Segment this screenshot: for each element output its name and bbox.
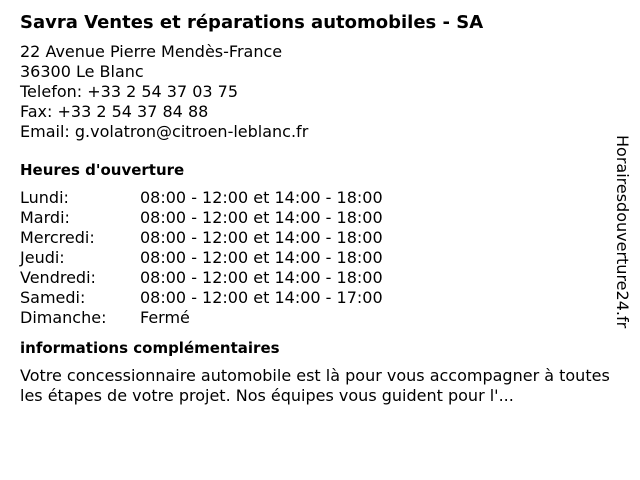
hours-row — [20, 208, 615, 228]
hours-row — [20, 248, 615, 268]
hours-table — [20, 188, 615, 328]
hours-row — [20, 188, 615, 208]
fax: Fax: +33 2 54 37 84 88 — [20, 102, 209, 121]
hours-heading: Heures d'ouverture — [20, 161, 185, 179]
day-label: Jeudi: — [20, 248, 65, 267]
email: Email: g.volatron@citroen-leblanc.fr — [20, 122, 309, 141]
hours-row — [20, 228, 615, 248]
business-card — [20, 12, 615, 406]
day-label: Mercredi: — [20, 228, 95, 247]
address-block — [20, 42, 615, 142]
street-address: 22 Avenue Pierre Mendès-France — [20, 42, 283, 61]
postal-city: 36300 Le Blanc — [20, 62, 144, 81]
day-hours: 08:00 - 12:00 et 14:00 - 18:00 — [140, 228, 383, 247]
day-label: Lundi: — [20, 188, 69, 207]
day-label: Dimanche: — [20, 308, 107, 327]
site-watermark: Horairesdouverture24.fr — [613, 135, 632, 329]
hours-row — [20, 268, 615, 288]
day-label: Mardi: — [20, 208, 70, 227]
day-label: Vendredi: — [20, 268, 96, 287]
day-hours: 08:00 - 12:00 et 14:00 - 18:00 — [140, 208, 383, 227]
info-text: Votre concessionnaire automobile est là pour vous accompagner à toutes les étapes de votre projet. Nos équipes vous guident pour l'... — [20, 366, 610, 405]
hours-row — [20, 288, 615, 308]
day-hours: Fermé — [140, 308, 190, 327]
day-hours: 08:00 - 12:00 et 14:00 - 18:00 — [140, 268, 383, 287]
business-name: Savra Ventes et réparations automobiles - SA — [20, 12, 484, 33]
day-hours: 08:00 - 12:00 et 14:00 - 18:00 — [140, 188, 383, 207]
info-heading: informations complémentaires — [20, 339, 280, 357]
day-hours: 08:00 - 12:00 et 14:00 - 18:00 — [140, 248, 383, 267]
day-label: Samedi: — [20, 288, 86, 307]
hours-row — [20, 308, 615, 328]
phone: Telefon: +33 2 54 37 03 75 — [20, 82, 239, 101]
day-hours: 08:00 - 12:00 et 14:00 - 17:00 — [140, 288, 383, 307]
